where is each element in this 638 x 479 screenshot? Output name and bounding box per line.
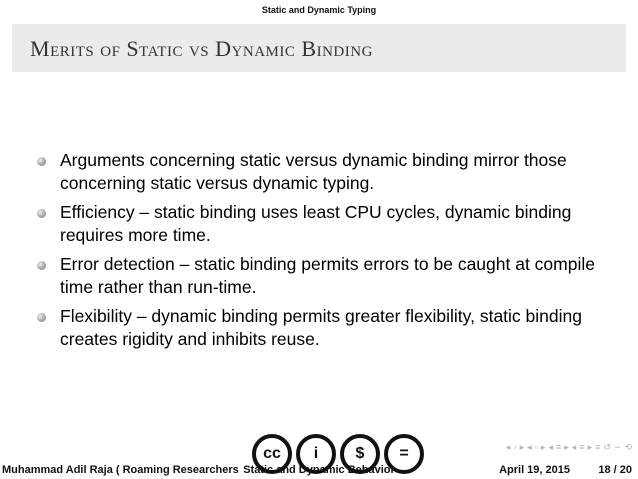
bullet-text: Arguments concerning static versus dynamic binding mirror those concerning static versus dynamic typing. bbox=[60, 150, 567, 193]
nav-next-subsection-icon[interactable]: ▸ bbox=[564, 441, 569, 452]
nav-subsection-icon[interactable]: ≡ bbox=[555, 442, 562, 452]
footer-bar bbox=[0, 460, 638, 479]
nav-frame-icon[interactable]: ▫ bbox=[513, 442, 517, 452]
footer-date: April 19, 2015 bbox=[499, 463, 570, 476]
frame-title-bar bbox=[12, 24, 626, 72]
title-word-2: OF bbox=[100, 44, 121, 60]
nav-prev-subsection-icon[interactable]: ◂ bbox=[548, 441, 553, 452]
bullet-item bbox=[34, 201, 604, 247]
bullet-text: Error detection – static binding permits errors to be caught at compile time rather than run-time. bbox=[60, 254, 595, 297]
nav-forward-icon[interactable]: ⟲ bbox=[624, 441, 632, 452]
bullet-text: Efficiency – static binding uses least CPU cycles, dynamic binding requires more time. bbox=[60, 202, 572, 245]
nav-search-icon[interactable]: ∽ bbox=[613, 441, 622, 452]
nav-section-icon[interactable]: ≡ bbox=[579, 442, 585, 452]
nav-next-slide-icon[interactable]: ▸ bbox=[540, 441, 546, 452]
title-word-4: VS bbox=[188, 44, 210, 60]
frame-title bbox=[30, 36, 373, 62]
footer-author[interactable]: Muhammad Adil Raja ( Roaming Researchers bbox=[2, 463, 239, 476]
attribution-icon: i bbox=[296, 434, 336, 474]
nav-back-icon[interactable]: ↺ bbox=[603, 441, 611, 452]
nav-next-frame-icon[interactable]: ▸ bbox=[519, 441, 525, 452]
title-word-1: MERITS bbox=[30, 36, 95, 61]
bullet-list bbox=[34, 149, 604, 357]
title-word-3: STATIC bbox=[126, 36, 183, 61]
title-word-5: DYNAMIC bbox=[215, 36, 296, 61]
footer-page-number: 18 / 20 bbox=[598, 463, 632, 476]
noderivatives-icon: = bbox=[384, 434, 424, 474]
section-title[interactable]: Static and Dynamic Typing bbox=[261, 5, 377, 15]
nav-prev-frame-icon[interactable]: ◂ bbox=[505, 441, 511, 452]
bullet-ball-icon bbox=[37, 261, 46, 270]
bullet-ball-icon bbox=[37, 209, 46, 218]
bullet-text: Flexibility – dynamic binding permits greater flexibility, static binding creates rigidity and inhibits reuse. bbox=[60, 306, 582, 349]
beamer-navigation bbox=[506, 441, 632, 453]
nav-next-section-icon[interactable]: ▸ bbox=[587, 441, 593, 452]
section-header[interactable] bbox=[0, 0, 638, 20]
cc-logo-icon: cc bbox=[252, 434, 292, 474]
title-word-6: BINDING bbox=[301, 36, 373, 61]
nav-align-icon[interactable]: ≡ bbox=[595, 442, 601, 452]
bullet-item bbox=[34, 253, 604, 299]
footer-title[interactable]: Static and Dynamic Behavior bbox=[243, 463, 395, 476]
nav-slide-icon[interactable]: ▫ bbox=[534, 442, 538, 452]
bullet-ball-icon bbox=[37, 157, 46, 166]
bullet-ball-icon bbox=[37, 313, 46, 322]
bullet-item bbox=[34, 149, 604, 195]
nav-prev-slide-icon[interactable]: ◂ bbox=[527, 441, 532, 452]
bullet-item bbox=[34, 305, 604, 351]
noncommercial-icon: $ bbox=[340, 434, 380, 474]
nav-prev-section-icon[interactable]: ◂ bbox=[571, 441, 577, 452]
